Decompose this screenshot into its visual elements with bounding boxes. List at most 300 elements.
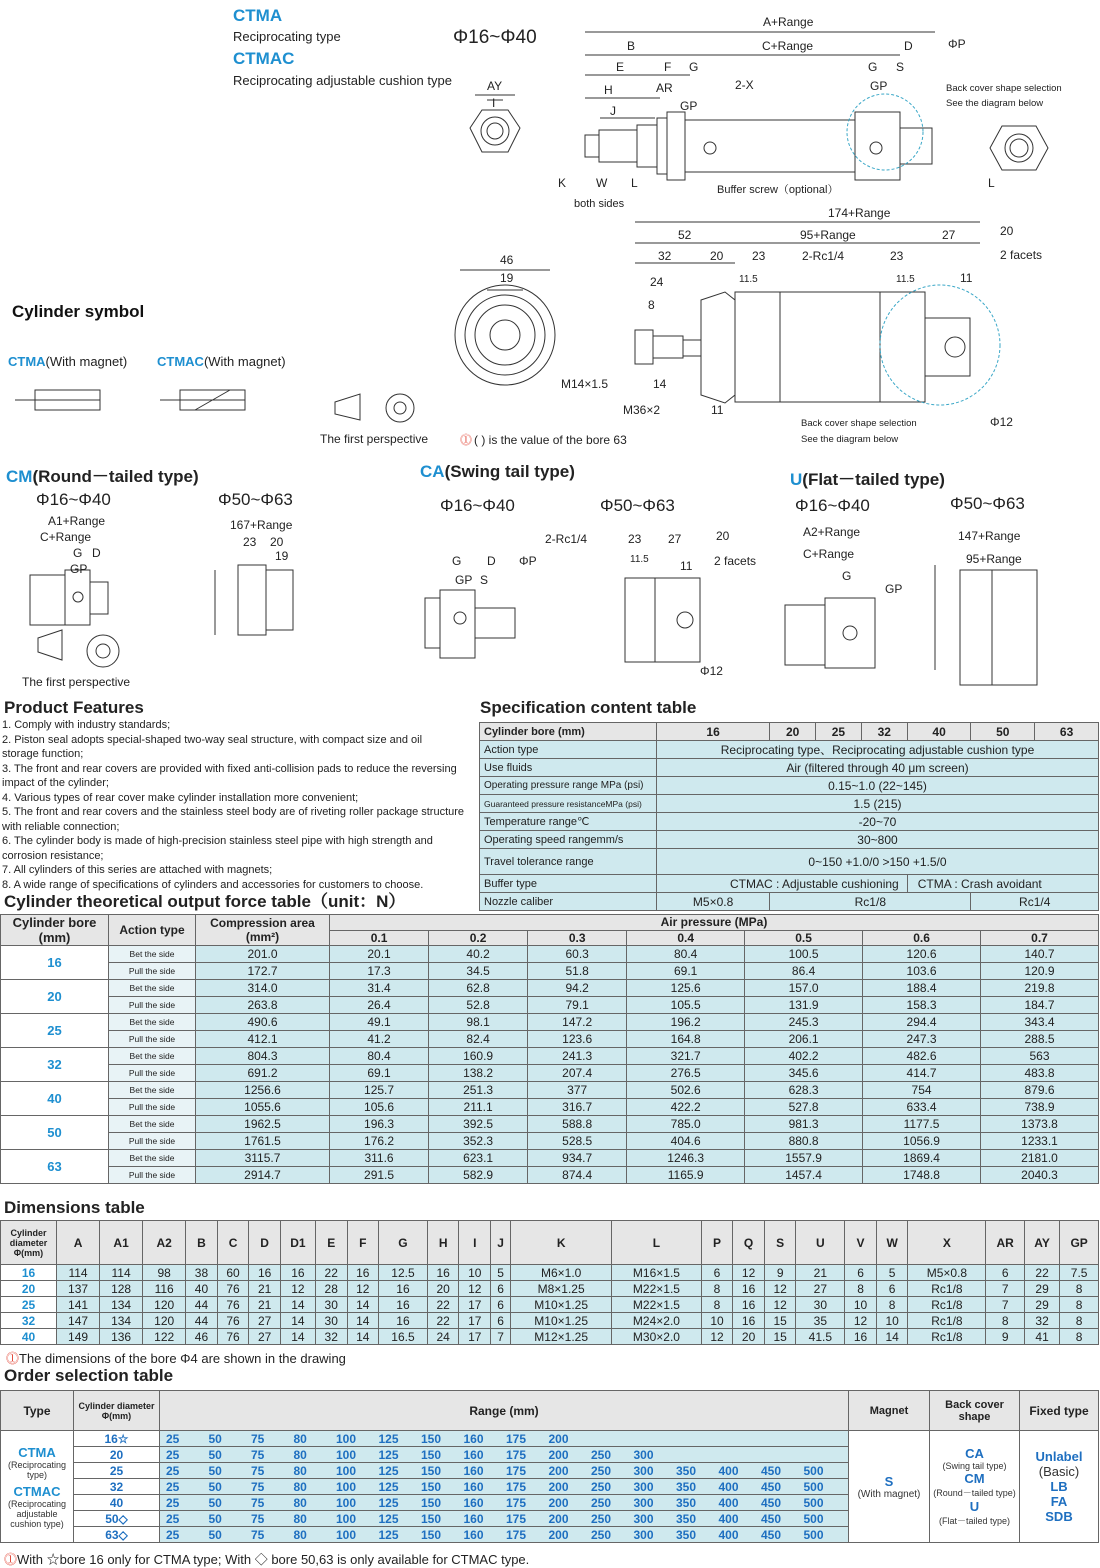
- dim-cell: 8: [876, 1297, 908, 1313]
- force-cell: 527.8: [745, 1099, 863, 1116]
- force-cell: 1055.6: [196, 1099, 330, 1116]
- ca-small-bore: Φ16~Φ40: [440, 496, 515, 515]
- dim-header: W: [876, 1221, 908, 1265]
- large-end-view: [455, 285, 555, 385]
- dim-cell: 60: [217, 1265, 249, 1281]
- force-cell: 94.2: [528, 980, 627, 997]
- dim-header: A2: [143, 1221, 186, 1265]
- dim-d: D: [904, 39, 913, 53]
- dim-cell: 7: [986, 1297, 1024, 1313]
- force-cell: 981.3: [745, 1116, 863, 1133]
- force-cell: 120.9: [981, 963, 1099, 980]
- spec-nozzle-b: Rc1/8: [770, 893, 971, 911]
- spec-bore: 40: [907, 723, 971, 741]
- table-row: [1, 1431, 1099, 1447]
- order-range-value: 50: [208, 1463, 222, 1478]
- force-action-type: Pull the side: [109, 1031, 196, 1048]
- order-table: [0, 1390, 1099, 1543]
- dim-cell: 27: [249, 1329, 281, 1345]
- force-cell: 785.0: [627, 1116, 745, 1133]
- force-pressure: 0.2: [429, 930, 528, 946]
- feature-item: impact of the cylinder;: [2, 777, 109, 789]
- dim-bore: 32: [1, 1313, 57, 1329]
- force-h-bore: Cylinder bore (mm): [1, 915, 109, 946]
- order-type-cell: [1, 1431, 74, 1543]
- order-range-cell: [160, 1479, 849, 1495]
- spec-nozzle-a: M5×0.8: [657, 893, 770, 911]
- force-cell: 1457.4: [745, 1167, 863, 1184]
- dim-cell: 136: [100, 1329, 143, 1345]
- dim-cell: 12: [845, 1313, 877, 1329]
- order-range-value: 50: [208, 1511, 222, 1526]
- dim-cell: 134: [100, 1313, 143, 1329]
- order-bore: 32: [74, 1479, 160, 1495]
- dim-cell: 16: [733, 1281, 765, 1297]
- order-range-value: 450: [761, 1479, 782, 1494]
- ca-11: 11: [680, 559, 693, 573]
- force-cell: 31.4: [330, 980, 429, 997]
- force-cell: 176.2: [330, 1133, 429, 1150]
- feature-item: storage function;: [2, 748, 84, 760]
- dim-cell: 29: [1024, 1297, 1059, 1313]
- spec-row-label: Temperature range℃: [480, 813, 657, 831]
- order-range-value: 125: [378, 1431, 399, 1446]
- dim-cell: 24: [427, 1329, 459, 1345]
- force-cell: 1177.5: [863, 1116, 981, 1133]
- force-cell: 263.8: [196, 997, 330, 1014]
- table-row: [1, 1031, 1099, 1048]
- order-range-value: 350: [676, 1511, 697, 1526]
- feature-item: 6. The cylinder body is made of high-precision stainless steel pipe with high strength and: [2, 835, 433, 847]
- spec-row-label: Operating pressure range MPa (psi): [480, 777, 657, 795]
- dim-cell: Rc1/8: [908, 1297, 986, 1313]
- dim-cell: 8: [986, 1313, 1024, 1329]
- dim-g: G: [689, 60, 699, 74]
- cm-d: D: [92, 546, 101, 560]
- force-cell: 1373.8: [981, 1116, 1099, 1133]
- dim-cell: M22×1.5: [612, 1297, 702, 1313]
- ca-phi-p: ΦP: [519, 554, 537, 568]
- dim-cell: 21: [249, 1297, 281, 1313]
- dim-header: J: [491, 1221, 511, 1265]
- force-bore: 63: [1, 1150, 109, 1184]
- dim-ar: AR: [656, 81, 673, 95]
- dim-cell: 46: [186, 1329, 218, 1345]
- dim-cell: 21: [249, 1281, 281, 1297]
- back-cover-label-2: See the diagram below: [946, 98, 1044, 109]
- force-action-type: Bet the side: [109, 980, 196, 997]
- order-range-value: 300: [633, 1495, 654, 1510]
- u-147: 147+Range: [958, 529, 1021, 543]
- order-range-value: 500: [803, 1527, 824, 1542]
- order-range-value: 175: [506, 1495, 527, 1510]
- force-cell: 52.8: [429, 997, 528, 1014]
- dim-cell: 12.5: [379, 1265, 428, 1281]
- dim-cell: 76: [217, 1329, 249, 1345]
- dim-cell: 28: [315, 1281, 347, 1297]
- dim-23: 23: [752, 249, 766, 263]
- order-range-value: 50: [208, 1431, 222, 1446]
- dim-cell: 14: [347, 1329, 379, 1345]
- feature-item: 3. The front and rear covers are provided with fixed anti-collision pads to reduce the reversing: [2, 762, 457, 775]
- dim-cell: 17: [459, 1297, 491, 1313]
- order-h-magnet: Magnet: [849, 1391, 930, 1431]
- force-action-type: Pull the side: [109, 963, 196, 980]
- force-cell: 1256.6: [196, 1082, 330, 1099]
- force-cell: 125.7: [330, 1082, 429, 1099]
- force-cell: 100.5: [745, 946, 863, 963]
- ca-20: 20: [716, 529, 730, 543]
- dim-cell: 35: [796, 1313, 845, 1329]
- dimensions-title: Dimensions table: [4, 1198, 145, 1217]
- dim-cell: 16.5: [379, 1329, 428, 1345]
- force-action-type: Bet the side: [109, 1082, 196, 1099]
- order-range-value: 75: [251, 1447, 265, 1462]
- force-cell: 34.5: [429, 963, 528, 980]
- force-action-type: Pull the side: [109, 1133, 196, 1150]
- dim-cell: 8: [701, 1297, 733, 1313]
- order-bore: 16☆: [74, 1431, 160, 1447]
- dim-20b: 20: [710, 249, 724, 263]
- dim-header: AY: [1024, 1221, 1059, 1265]
- dim-header: X: [908, 1221, 986, 1265]
- dim-e: E: [616, 60, 625, 74]
- ca-rc14: 2-Rc1/4: [545, 532, 588, 546]
- order-range-value: 450: [761, 1511, 782, 1526]
- table-row: [1, 1082, 1099, 1099]
- order-range-value: 100: [336, 1511, 357, 1526]
- dim-header: D: [249, 1221, 281, 1265]
- force-cell: 563: [981, 1048, 1099, 1065]
- dim-cell: M24×2.0: [612, 1313, 702, 1329]
- order-title: Order selection table: [4, 1366, 174, 1385]
- dim-cell: 41: [1024, 1329, 1059, 1345]
- order-range-value: 175: [506, 1463, 527, 1478]
- order-magnet-desc: (With magnet): [857, 1488, 921, 1500]
- ca-23: 23: [628, 532, 642, 546]
- force-cell: 754: [863, 1082, 981, 1099]
- force-pressure: 0.3: [528, 930, 627, 946]
- force-cell: 3115.7: [196, 1150, 330, 1167]
- dim-95: 95+Range: [800, 228, 856, 242]
- order-range-value: 80: [293, 1431, 307, 1446]
- dim-cell: Rc1/8: [908, 1329, 986, 1345]
- spec-row-value: 0.15~1.0 (22~145): [657, 777, 1099, 795]
- feature-item: corrosion resistance;: [2, 849, 104, 862]
- dim-cell: 8: [1060, 1313, 1099, 1329]
- order-range-value: 175: [506, 1431, 527, 1446]
- dim-header: A: [57, 1221, 100, 1265]
- order-range-value: 250: [591, 1527, 612, 1542]
- dim-cell: Rc1/8: [908, 1313, 986, 1329]
- ca-d: D: [487, 554, 496, 568]
- force-cell: 69.1: [627, 963, 745, 980]
- order-range-value: 200: [548, 1431, 569, 1446]
- order-range-value: 25: [166, 1463, 180, 1478]
- force-cell: 105.5: [627, 997, 745, 1014]
- dim-k: K: [558, 176, 567, 190]
- force-cell: 80.4: [330, 1048, 429, 1065]
- table-row: [1, 1065, 1099, 1082]
- order-range-value: 150: [421, 1511, 442, 1526]
- force-cell: 691.2: [196, 1065, 330, 1082]
- dim-cell: 137: [57, 1281, 100, 1297]
- dim-cell: 7.5: [1060, 1265, 1099, 1281]
- force-table: [0, 914, 1099, 1184]
- order-range-value: 350: [676, 1463, 697, 1478]
- force-cell: 582.9: [429, 1167, 528, 1184]
- order-back-code: CA: [965, 1446, 984, 1461]
- force-cell: 1557.9: [745, 1150, 863, 1167]
- force-cell: 219.8: [981, 980, 1099, 997]
- table-row: [1, 1265, 1099, 1281]
- order-range-value: 25: [166, 1479, 180, 1494]
- force-cell: 528.5: [528, 1133, 627, 1150]
- order-range-value: 175: [506, 1447, 527, 1462]
- order-range-value: 350: [676, 1495, 697, 1510]
- force-cell: 69.1: [330, 1065, 429, 1082]
- force-h-pressure: Air pressure (MPa): [330, 915, 1099, 931]
- u-95: 95+Range: [966, 552, 1022, 566]
- spec-row-label: Travel tolerance range: [480, 849, 657, 875]
- dim-cell: 21: [796, 1265, 845, 1281]
- force-action-type: Bet the side: [109, 1014, 196, 1031]
- force-cell: 343.4: [981, 1014, 1099, 1031]
- table-row: [1, 1150, 1099, 1167]
- warning-icon: ⓵: [460, 433, 473, 447]
- force-cell: 392.5: [429, 1116, 528, 1133]
- order-back-desc: (Flat－tailed type): [938, 1516, 1011, 1526]
- feature-item: 4. Various types of rear cover make cylinder installation more convenient;: [2, 791, 359, 804]
- order-bore: 50◇: [74, 1511, 160, 1527]
- spec-buffer-ctmac: CTMAC : Adjustable cushioning: [657, 875, 908, 893]
- ctmac-title: CTMAC: [233, 49, 295, 68]
- order-range-value: 50: [208, 1495, 222, 1510]
- dim-cell: 116: [143, 1281, 186, 1297]
- dim-cell: 12: [347, 1281, 379, 1297]
- dim-cell: 122: [143, 1329, 186, 1345]
- dim-cell: 44: [186, 1313, 218, 1329]
- spec-row-label: Buffer type: [480, 875, 657, 893]
- force-cell: 49.1: [330, 1014, 429, 1031]
- order-range-value: 150: [421, 1447, 442, 1462]
- order-range-value: 50: [208, 1527, 222, 1542]
- order-range-value: 150: [421, 1495, 442, 1510]
- force-cell: 60.3: [528, 946, 627, 963]
- dim-46: 46: [500, 253, 514, 267]
- cm-19: 19: [275, 549, 289, 563]
- back-cover-label-3: Back cover shape selection: [801, 418, 917, 429]
- order-range-value: 75: [251, 1527, 265, 1542]
- force-cell: 1748.8: [863, 1167, 981, 1184]
- force-cell: 1869.4: [863, 1150, 981, 1167]
- force-cell: 196.3: [330, 1116, 429, 1133]
- dim-11: 11: [960, 271, 973, 285]
- force-cell: 377: [528, 1082, 627, 1099]
- dim-52: 52: [678, 228, 692, 242]
- dim-24: 24: [650, 275, 664, 289]
- order-h-back: Back cover shape: [930, 1391, 1020, 1431]
- force-cell: 314.0: [196, 980, 330, 997]
- dim-20: 20: [1000, 224, 1014, 238]
- dim-cell: 16: [379, 1297, 428, 1313]
- dim-gp2: GP: [680, 99, 698, 113]
- dim-h: H: [604, 83, 613, 97]
- force-cell: 164.8: [627, 1031, 745, 1048]
- order-range-value: 200: [548, 1479, 569, 1494]
- force-cell: 158.3: [863, 997, 981, 1014]
- order-magnet: S: [884, 1473, 894, 1489]
- order-range-cell: [160, 1511, 849, 1527]
- dim-cell: 7: [491, 1329, 511, 1345]
- first-perspective-label: The first perspective: [320, 432, 429, 446]
- dim-header: AR: [986, 1221, 1024, 1265]
- dim-cell: 6: [491, 1297, 511, 1313]
- force-cell: 184.7: [981, 997, 1099, 1014]
- dim-w: W: [596, 176, 608, 190]
- order-range-value: 125: [378, 1495, 399, 1510]
- force-bore: 40: [1, 1082, 109, 1116]
- dim-l: L: [631, 176, 638, 190]
- order-range-value: 125: [378, 1479, 399, 1494]
- dim-cell: 17: [459, 1329, 491, 1345]
- force-title: Cylinder theoretical output force table（unit：N）: [4, 892, 406, 911]
- force-cell: 483.8: [981, 1065, 1099, 1082]
- dim-cell: 16: [733, 1313, 765, 1329]
- dim-cell: 10: [701, 1313, 733, 1329]
- dim-cell: 6: [845, 1265, 877, 1281]
- force-cell: 1056.9: [863, 1133, 981, 1150]
- order-range-value: 75: [251, 1511, 265, 1526]
- features-list: [2, 718, 478, 892]
- dim-header: U: [796, 1221, 845, 1265]
- two-facets-label: 2 facets: [1000, 248, 1043, 262]
- dim-cell: 16: [379, 1281, 428, 1297]
- order-range-value: 250: [591, 1447, 612, 1462]
- force-cell: 321.7: [627, 1048, 745, 1065]
- spec-row-value: 1.5 (215): [657, 795, 1099, 813]
- dim-l2: L: [988, 176, 995, 190]
- dim-cell: 8: [1060, 1329, 1099, 1345]
- table-row: [1, 997, 1099, 1014]
- order-range-value: 300: [633, 1511, 654, 1526]
- dim-cell: 15: [764, 1313, 796, 1329]
- dim-cell: 40: [186, 1281, 218, 1297]
- dim-header: A1: [100, 1221, 143, 1265]
- order-range-value: 400: [718, 1511, 739, 1526]
- force-cell: 188.4: [863, 980, 981, 997]
- force-cell: 98.1: [429, 1014, 528, 1031]
- order-fixed-item: (Basic): [1038, 1464, 1080, 1479]
- dim-cell: 7: [986, 1281, 1024, 1297]
- order-range-value: 350: [676, 1527, 697, 1542]
- force-cell: 874.4: [528, 1167, 627, 1184]
- u-c: C+Range: [803, 547, 855, 561]
- dim-27: 27: [942, 228, 956, 242]
- order-note: ⓵With ☆bore 16 only for CTMA type; With ◇ bore 50,63 is only available for CTMAC type.: [4, 1552, 530, 1567]
- dim-j: J: [610, 104, 616, 118]
- force-cell: 120.6: [863, 946, 981, 963]
- features-title: Product Features: [4, 698, 144, 717]
- dim-cell: M16×1.5: [612, 1265, 702, 1281]
- order-range-value: 160: [463, 1511, 484, 1526]
- order-range-value: 450: [761, 1527, 782, 1542]
- cm-g: G: [73, 546, 83, 560]
- force-cell: 147.2: [528, 1014, 627, 1031]
- warning-icon: ⓵: [6, 1351, 20, 1366]
- dim-cell: 14: [876, 1329, 908, 1345]
- cm-first-perspective: The first perspective: [22, 675, 131, 689]
- ca-11-5: 11.5: [630, 554, 649, 565]
- dim-cell: 14: [347, 1313, 379, 1329]
- dim-cell: 8: [845, 1281, 877, 1297]
- order-range-value: 175: [506, 1511, 527, 1526]
- dim-cell: M6×1.0: [511, 1265, 612, 1281]
- dim-cell: 14: [280, 1297, 315, 1313]
- dim-32: 32: [658, 249, 672, 263]
- force-pressure: 0.1: [330, 930, 429, 946]
- order-range-value: 25: [166, 1495, 180, 1510]
- order-range-value: 400: [718, 1463, 739, 1478]
- dim-header: GP: [1060, 1221, 1099, 1265]
- order-range-value: 160: [463, 1527, 484, 1542]
- order-range-value: 100: [336, 1463, 357, 1478]
- force-h-action: Action type: [109, 915, 196, 946]
- spec-bore: 25: [816, 723, 862, 741]
- force-bore: 50: [1, 1116, 109, 1150]
- force-cell: 291.5: [330, 1167, 429, 1184]
- order-range-cell: [160, 1447, 849, 1463]
- order-range-value: 100: [336, 1527, 357, 1542]
- order-bore: 20: [74, 1447, 160, 1463]
- spec-row-label: Nozzle caliber: [480, 893, 657, 911]
- spec-row-value: Reciprocating type、Reciprocating adjustable cushion type: [657, 741, 1099, 759]
- dim-cell: 128: [100, 1281, 143, 1297]
- spec-row-value: 0~150 +1.0/0 >150 +1.5/0: [657, 849, 1099, 875]
- order-fixed-item: LB: [1050, 1479, 1068, 1494]
- order-range-value: 25: [166, 1447, 180, 1462]
- dim-m36: M36×2: [623, 403, 661, 417]
- force-cell: 241.3: [528, 1048, 627, 1065]
- ca-g: G: [452, 554, 462, 568]
- cm-small-bore: Φ16~Φ40: [36, 490, 111, 509]
- dim-header: P: [701, 1221, 733, 1265]
- order-bore: 25: [74, 1463, 160, 1479]
- dim-cell: 27: [249, 1313, 281, 1329]
- order-range-value: 80: [293, 1495, 307, 1510]
- force-bore: 20: [1, 980, 109, 1014]
- dim-cell: 10: [876, 1313, 908, 1329]
- dim-11c: 11: [711, 403, 724, 417]
- force-action-type: Pull the side: [109, 997, 196, 1014]
- force-bore: 32: [1, 1048, 109, 1082]
- force-cell: 86.4: [745, 963, 863, 980]
- order-range-value: 75: [251, 1431, 265, 1446]
- dim-cell: 12: [733, 1265, 765, 1281]
- force-cell: 934.7: [528, 1150, 627, 1167]
- dim-cell: 14: [280, 1329, 315, 1345]
- dim-cell: 8: [1060, 1297, 1099, 1313]
- order-range-value: 300: [633, 1447, 654, 1462]
- dim-cell: 32: [315, 1329, 347, 1345]
- order-range-value: 125: [378, 1447, 399, 1462]
- dim-b: B: [627, 39, 636, 53]
- order-range-value: 175: [506, 1527, 527, 1542]
- dim-cell: M10×1.25: [511, 1297, 612, 1313]
- dim-cell: M22×1.5: [612, 1281, 702, 1297]
- force-cell: 294.4: [863, 1014, 981, 1031]
- force-cell: 105.6: [330, 1099, 429, 1116]
